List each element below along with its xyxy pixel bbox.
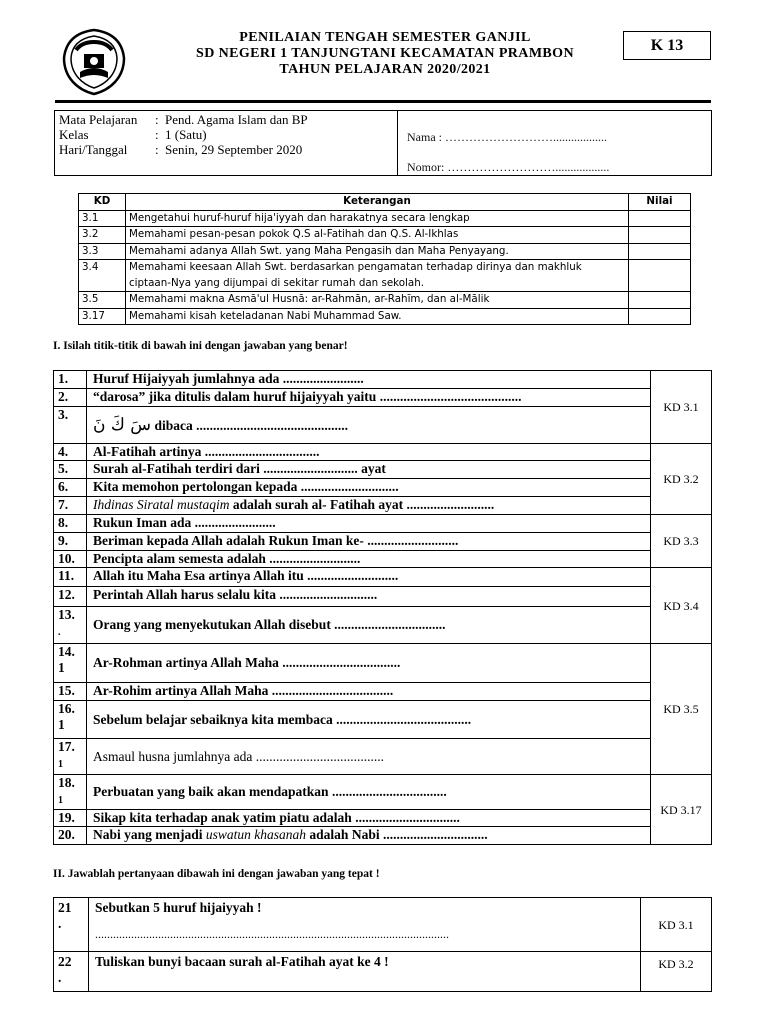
question-row: 10. Pencipta alam semesta adalah ........................... (54, 551, 712, 568)
table-row: 3.2 Memahami pesan-pesan pokok Q.S al-Fatihah dan Q.S. Al-Ikhlas (79, 227, 691, 244)
section-2-title: II. Jawablah pertanyaan dibawah ini dengan jawaban yang tepat ! (53, 868, 380, 880)
table-row: 3.17 Memahami kisah keteladanan Nabi Muhammad Saw. (79, 308, 691, 325)
kd-label: KD 3.5 (651, 644, 712, 775)
table-row: 3.5 Memahami makna Asmā'ul Husnā: ar-Rahmān, ar-Rahīm, dan al-Mālik (79, 292, 691, 309)
kd-label: KD 3.3 (651, 515, 712, 568)
question-row: 5. Surah al-Fatihah terdiri dari ............................ ayat (54, 461, 712, 479)
question-row: 18. 1 Perbuatan yang baik akan mendapatkan .................................. KD 3.17 (54, 775, 712, 810)
question-row: 12. Perintah Allah harus selalu kita ............................. (54, 587, 712, 607)
section-2-table (53, 897, 712, 992)
question-16[interactable]: Sebelum belajar sebaiknya kita membaca ........................................ (87, 701, 651, 739)
question-row: 17. 1 Asmaul husna jumlahnya ada ...................................... (54, 739, 712, 775)
question-row: 13. . Orang yang menyekutukan Allah disebut ................................. (54, 607, 712, 644)
table-row: 3.3 Memahami adanya Allah Swt. yang Maha Pengasih dan Maha Penyayang. (79, 243, 691, 260)
question-4[interactable]: Al-Fatihah artinya .................................. (87, 444, 651, 461)
score-cell[interactable] (629, 210, 691, 227)
kd-table-header: KD Keterangan Nilai (79, 194, 691, 211)
score-cell[interactable] (629, 260, 691, 292)
header-year: TAHUN PELAJARAN 2020/2021 (279, 62, 491, 77)
section-1-table (53, 370, 712, 845)
question-15[interactable]: Ar-Rohim artinya Allah Maha .................................... (87, 683, 651, 701)
score-cell[interactable] (629, 292, 691, 309)
kd-label: KD 3.17 (651, 775, 712, 845)
student-info-box (54, 110, 712, 176)
curriculum-badge: K 13 (623, 31, 711, 60)
question-row: 15. Ar-Rohim artinya Allah Maha .................................... (54, 683, 712, 701)
question-row: 14. 1 Ar-Rohman artinya Allah Maha ................................... KD 3.5 (54, 644, 712, 683)
name-field[interactable]: Nama : ……………………….................. (407, 130, 607, 144)
header-divider (55, 100, 711, 103)
table-row: 3.1 Mengetahui huruf-huruf hija'iyyah dan harakatnya secara lengkap (79, 210, 691, 227)
question-18[interactable]: Perbuatan yang baik akan mendapatkan .................................. (87, 775, 651, 810)
school-emblem-icon (62, 28, 126, 96)
number-field[interactable]: Nomor: ……………………….................. (407, 160, 610, 174)
question-row: 19. Sikap kita terhadap anak yatim piatu adalah ............................... (54, 810, 712, 827)
header-title: PENILAIAN TENGAH SEMESTER GANJIL (239, 30, 531, 45)
question-7[interactable]: Ihdinas Siratal mustaqim adalah surah al- Fatihah ayat .......................... (87, 497, 651, 515)
question-row: 11. Allah itu Maha Esa artinya Allah itu ........................... KD 3.4 (54, 568, 712, 587)
question-11[interactable]: Allah itu Maha Esa artinya Allah itu ........................... (87, 568, 651, 587)
question-row: 2. “darosa” jika ditulis dalam huruf hijaiyyah yaitu .......................................... (54, 389, 712, 407)
question-14[interactable]: Ar-Rohman artinya Allah Maha ................................... (87, 644, 651, 683)
header-school: SD NEGERI 1 TANJUNGTANI KECAMATAN PRAMBON (196, 46, 574, 61)
score-cell[interactable] (629, 227, 691, 244)
answer-line[interactable]: ...................................................................................................................... (95, 927, 449, 941)
question-22[interactable]: Tuliskan bunyi bacaan surah al-Fatihah ayat ke 4 ! (89, 952, 641, 992)
kd-label: KD 3.1 (651, 371, 712, 444)
subject-value: Pend. Agama Islam dan BP (165, 112, 308, 127)
question-8[interactable]: Rukun Iman ada ........................ (87, 515, 651, 533)
score-cell[interactable] (629, 308, 691, 325)
question-20[interactable]: Nabi yang menjadi uswatun khasanah adalah Nabi ............................... (87, 827, 651, 845)
kd-label: KD 3.4 (651, 568, 712, 644)
question-row: 1. Huruf Hijaiyyah jumlahnya ada ........................ KD 3.1 (54, 371, 712, 389)
kd-label: KD 3.2 (651, 444, 712, 515)
question-row: 9. Beriman kepada Allah adalah Rukun Iman ke- ........................... (54, 533, 712, 551)
info-divider (397, 111, 398, 175)
question-6[interactable]: Kita memohon pertolongan kepada ............................. (87, 479, 651, 497)
date-row: Hari/Tanggal : Senin, 29 September 2020 (59, 142, 303, 157)
question-5[interactable]: Surah al-Fatihah terdiri dari ............................ ayat (87, 461, 651, 479)
question-row: 3. سَ كَ نَ dibaca ............................................. (54, 407, 712, 444)
question-row: 7. Ihdinas Siratal mustaqim adalah surah al- Fatihah ayat .......................... (54, 497, 712, 515)
question-9[interactable]: Beriman kepada Allah adalah Rukun Iman ke- ........................... (87, 533, 651, 551)
question-row: 4. Al-Fatihah artinya .................................. KD 3.2 (54, 444, 712, 461)
arabic-text: سَ كَ نَ (93, 414, 152, 435)
subject-row: Mata Pelajaran : Pend. Agama Islam dan BP (59, 112, 308, 127)
section-1-title: I. Isilah titik-titik di bawah ini dengan jawaban yang benar! (53, 340, 348, 352)
question-row: 8. Rukun Iman ada ........................ KD 3.3 (54, 515, 712, 533)
question-2[interactable]: “darosa” jika ditulis dalam huruf hijaiyyah yaitu .......................................... (87, 389, 651, 407)
class-value: 1 (Satu) (165, 127, 207, 142)
kd-label: KD 3.1 (641, 898, 712, 952)
kd-label: KD 3.2 (641, 952, 712, 992)
date-value: Senin, 29 September 2020 (165, 142, 303, 157)
question-17[interactable]: Asmaul husna jumlahnya ada ...................................... (87, 739, 651, 775)
question-row: 20. Nabi yang menjadi uswatun khasanah adalah Nabi ............................... (54, 827, 712, 845)
question-row: 16. 1 Sebelum belajar sebaiknya kita membaca ........................................ (54, 701, 712, 739)
question-row: 22 . Tuliskan bunyi bacaan surah al-Fatihah ayat ke 4 ! KD 3.2 (54, 952, 712, 992)
question-3[interactable]: سَ كَ نَ dibaca ............................................. (87, 407, 651, 444)
question-10[interactable]: Pencipta alam semesta adalah ........................... (87, 551, 651, 568)
question-1[interactable]: Huruf Hijaiyyah jumlahnya ada ........................ (87, 371, 651, 389)
question-12[interactable]: Perintah Allah harus selalu kita ............................. (87, 587, 651, 607)
kd-table (78, 193, 691, 325)
table-row: 3.4 Memahami keesaan Allah Swt. berdasarkan pengamatan terhadap dirinya dan makhluk ciptaan-Nya yang dijumpai di sekitar rumah dan sekolah. (79, 260, 691, 292)
question-13[interactable]: Orang yang menyekutukan Allah disebut ................................. (87, 607, 651, 644)
class-row: Kelas : 1 (Satu) (59, 127, 207, 142)
question-row: 6. Kita memohon pertolongan kepada ............................. (54, 479, 712, 497)
question-21[interactable]: Sebutkan 5 huruf hijaiyyah ! ...................................................................................................................... (89, 898, 641, 952)
question-row: 21 . Sebutkan 5 huruf hijaiyyah ! ...................................................................................................................... KD 3.1 (54, 898, 712, 952)
question-19[interactable]: Sikap kita terhadap anak yatim piatu adalah ............................... (87, 810, 651, 827)
score-cell[interactable] (629, 243, 691, 260)
